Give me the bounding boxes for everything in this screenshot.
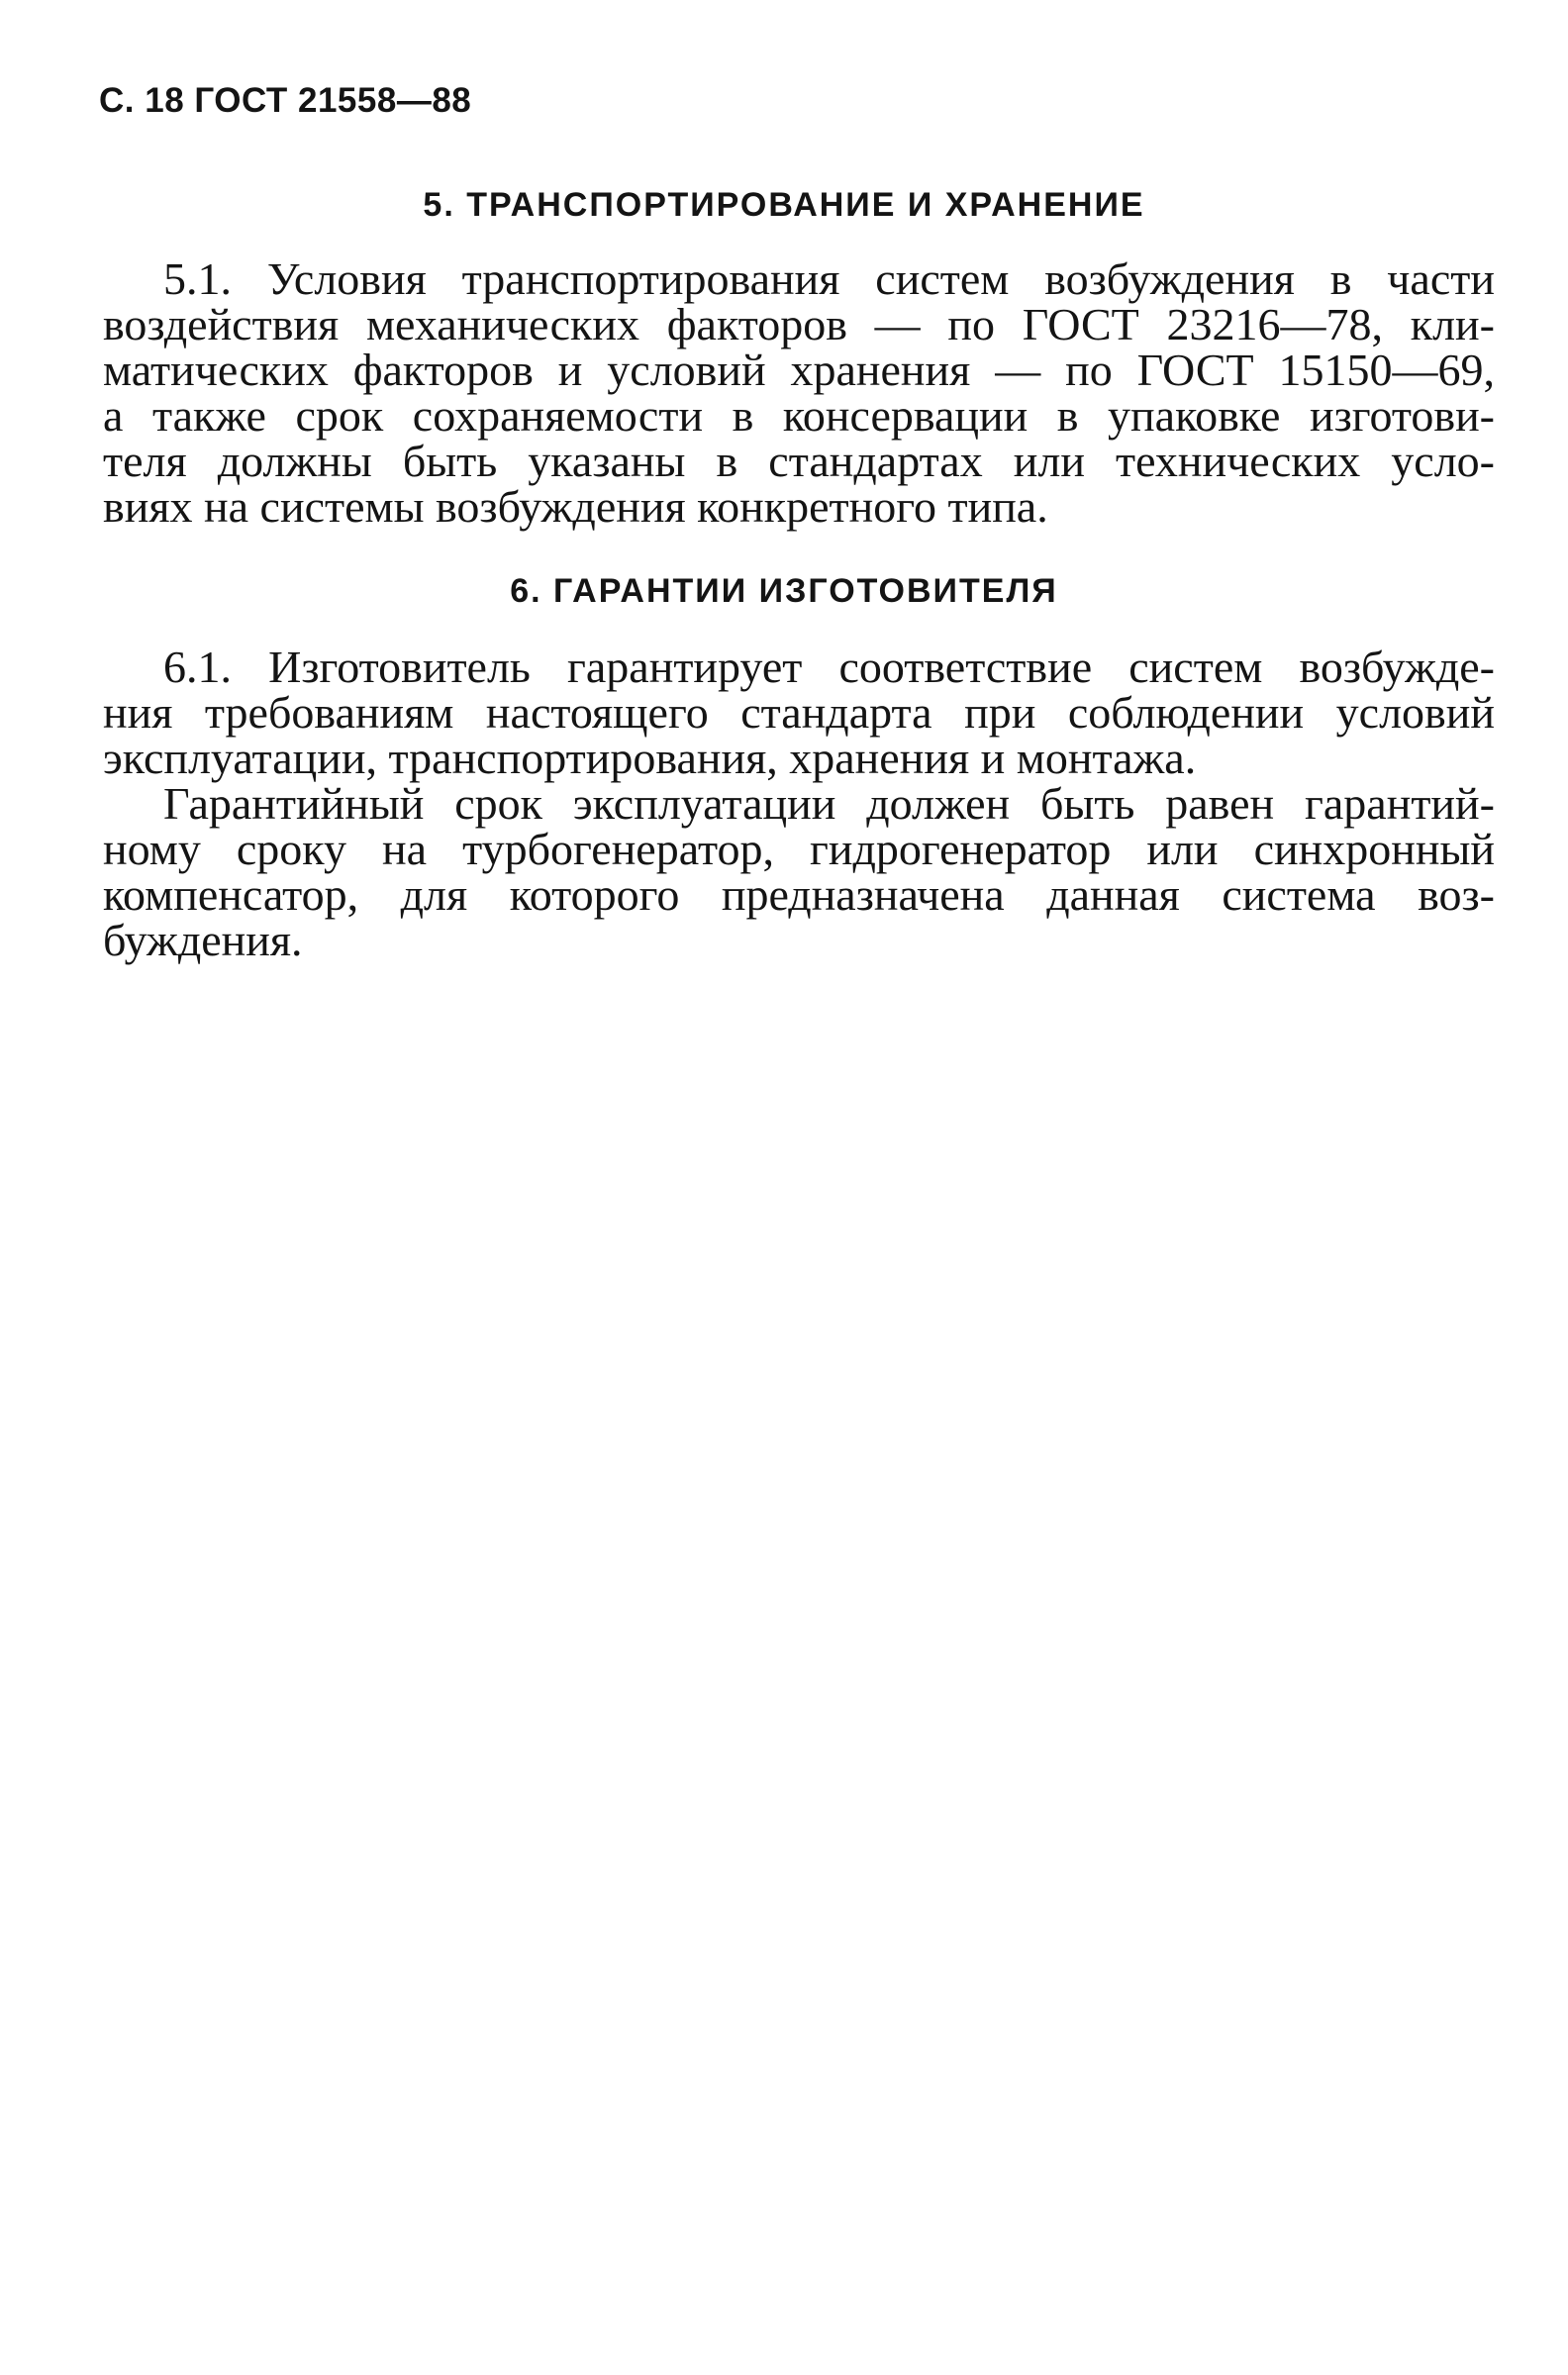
paragraph-line: теля должны быть указаны в стандартах или технических усло- [103, 436, 1495, 486]
paragraph-line: компенсатор, для которого предназначена данная система воз- [103, 869, 1495, 920]
paragraph-line: 6.1. Изготовитель гарантирует соответствие систем возбужде- [163, 642, 1495, 692]
paragraph-line: матических факторов и условий хранения — по ГОСТ 15150—69, [103, 345, 1495, 395]
paragraph-line: эксплуатации, транспортирования, хранения и монтажа. [103, 733, 1197, 783]
section-6-heading: 6. ГАРАНТИИ ИЗГОТОВИТЕЛЯ [510, 572, 1058, 610]
paragraph-line: а также срок сохраняемости в консервации в упаковке изготови- [103, 390, 1495, 441]
paragraph-line: ному сроку на турбогенератор, гидрогенератор или синхронный [103, 824, 1495, 874]
paragraph-line: Гарантийный срок эксплуатации должен быть равен гарантий- [163, 778, 1495, 829]
section-5-heading: 5. ТРАНСПОРТИРОВАНИЕ И ХРАНЕНИЕ [423, 186, 1145, 224]
paragraph-line: буждения. [103, 915, 303, 965]
page-running-header: С. 18 ГОСТ 21558—88 [99, 81, 472, 120]
paragraph-line: виях на системы возбуждения конкретного типа. [103, 481, 1048, 532]
paragraph-line: воздействия механических факторов — по ГОСТ 23216—78, кли- [103, 299, 1495, 349]
paragraph-line: ния требованиям настоящего стандарта при соблюдении условий [103, 687, 1495, 738]
paragraph-line: 5.1. Условия транспортирования систем возбуждения в части [163, 253, 1495, 304]
